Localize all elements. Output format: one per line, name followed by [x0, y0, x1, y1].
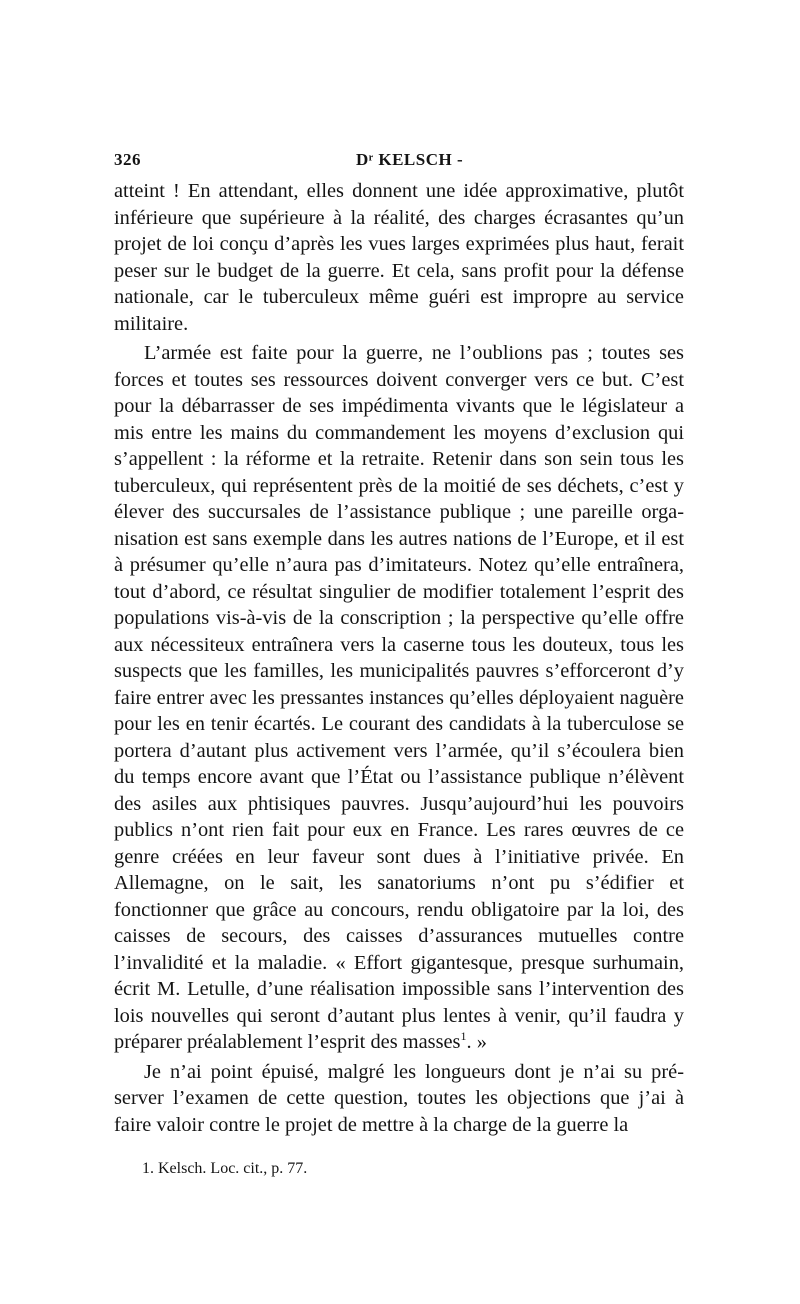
page-header — [114, 150, 684, 178]
quote-close: . » — [466, 1031, 487, 1053]
book-page — [114, 150, 684, 1178]
paragraph-1: atteint ! En attendant, elles donnent une idée approximative, plutôt inférieure que supérieure à la réalité, des charges écrasantes qu’un projet de loi conçu d’après les vues larges exprimées plus haut, ferait peser sur le budget de la guerre. Et cela, sans profit pour la défense nationale, car le tuberculeux même guéri est impropre au service militaire. — [114, 180, 684, 335]
body-text — [114, 178, 684, 1138]
paragraph-3: Je n’ai point épuisé, malgré les longueurs dont je n’ai su préserver l’examen de cette question, toutes les objections que j’ai à faire valoir contre le projet de mettre à la charge de la guerre la — [114, 1060, 684, 1136]
page-number: 326 — [114, 150, 141, 169]
paragraph-2 — [114, 340, 684, 1056]
footnote-reference: 1 — [460, 1029, 467, 1044]
footnote: 1. Kelsch. Loc. cit., p. 77. — [142, 1160, 308, 1177]
paragraph-2-text: L’armée est faite pour la guerre, ne l’oublions pas ; toutes ses forces et toutes ses ressources doivent converger vers ce but. C’est pour la débarrasser de ses impédimenta vivants que le législateur a mis entre les mains du commandement les moyens d’exclusion qui s’appellent : la réforme et la retraite. Retenir dans son sein tous les tuberculeux, qui représentent près de la moitié de ses déchets, c’est y élever des succursales de l’assistance publique ; une pareille organisation est sans exemple dans les autres nations de l’Europe, et il est à présumer qu’elle n’aura pas d’imitateurs. Notez qu’elle entraînera, tout d’abord, ce résultat singulier de modifier totalement l’esprit des populations vis-à-vis de la conscription ; la perspective qu’elle offre aux nécessiteux entraînera vers la caserne tous les douteux, tous les suspects que les familles, les municipalités pauvres s’efforceront d’y faire entrer avec les pressantes instances qu’elles déployaient naguère pour les en tenir écartés. Le courant des candidats à la tuberculose se portera d’autant plus activement vers l’armée, qu’il s’écoulera bien du temps encore avant que l’État ou l’assistance publique n’élèvent des asiles aux phtisiques pauvres. Jusqu’aujourd’hui les pouvoirs publics n’ont rien fait pour eux en France. Les rares œuvres de ce genre créées en leur faveur sont dues à l’initiative privée. En Allemagne, on le sait, les sanatoriums n’ont pu s’édifier et fonctionner que grâce au concours, rendu obligatoire par la loi, des caisses de secours, des caisses d’assurances mutuelles contre l’invalidité et la maladie. « Effort gigantesque, presque surhumain, écrit M. Letulle, d’une réalisation impossible sans l’intervention des lois nouvelles qui seront d’autant plus lentes à venir, qu’il faudra y préparer préalablement l’esprit des masses — [114, 342, 684, 1053]
running-head: Dʳ KELSCH - — [356, 150, 464, 169]
